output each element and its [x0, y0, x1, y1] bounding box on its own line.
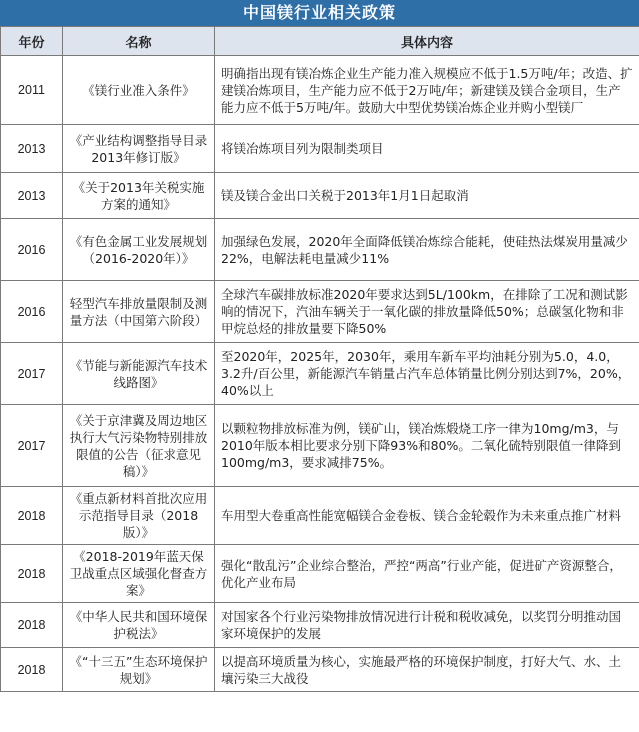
table-row: [1, 56, 639, 125]
row-year: 2018: [1, 603, 63, 648]
page-title: 中国镁行业相关政策: [0, 0, 639, 26]
row-content: 强化“散乱污”企业综合整治，严控“两高”行业产能，促进矿产资源整合，优化产业布局: [215, 545, 639, 603]
table-row: [1, 125, 639, 173]
row-year: 2016: [1, 281, 63, 343]
row-content: 对国家各个行业污染物排放情况进行计税和税收减免，以奖罚分明推动国家环境保护的发展: [215, 603, 639, 648]
table-row: [1, 648, 639, 692]
row-name: 《镁行业准入条件》: [63, 56, 215, 125]
row-content: 加强绿色发展，2020年全面降低镁冶炼综合能耗，使硅热法煤炭用量减少22%，电解法耗电量减少11%: [215, 219, 639, 281]
table-row: [1, 545, 639, 603]
header-content: 具体内容: [215, 27, 639, 56]
table-row: [1, 281, 639, 343]
row-content: 至2020年，2025年，2030年，乘用车新车平均油耗分别为5.0，4.0，3.2升/百公里，新能源汽车销量占汽车总体销量比例分别达到7%，20%，40%以上: [215, 343, 639, 405]
table-row: [1, 405, 639, 487]
row-name: 轻型汽车排放量限制及测量方法（中国第六阶段）: [63, 281, 215, 343]
row-year: 2011: [1, 56, 63, 125]
row-year: 2018: [1, 487, 63, 545]
row-content: 将镁冶炼项目列为限制类项目: [215, 125, 639, 173]
table-row: [1, 219, 639, 281]
row-name: 《中华人民共和国环境保护税法》: [63, 603, 215, 648]
row-year: 2013: [1, 125, 63, 173]
row-name: 《产业结构调整指导目录2013年修订版》: [63, 125, 215, 173]
row-content: 车用型大卷重高性能宽幅镁合金卷板、镁合金轮毂作为未来重点推广材料: [215, 487, 639, 545]
row-name: 《有色金属工业发展规划（2016-2020年）》: [63, 219, 215, 281]
header-year: 年份: [1, 27, 63, 56]
row-year: 2017: [1, 405, 63, 487]
row-year: 2018: [1, 545, 63, 603]
row-name: 《“十三五”生态环境保护规划》: [63, 648, 215, 692]
row-content: 以提高环境质量为核心，实施最严格的环境保护制度，打好大气、水、土壤污染三大战役: [215, 648, 639, 692]
row-year: 2017: [1, 343, 63, 405]
table-row: [1, 173, 639, 219]
row-year: 2013: [1, 173, 63, 219]
policy-table: [0, 26, 639, 692]
header-name: 名称: [63, 27, 215, 56]
row-name: 《关于2013年关税实施方案的通知》: [63, 173, 215, 219]
row-year: 2018: [1, 648, 63, 692]
table-row: [1, 343, 639, 405]
row-content: 全球汽车碳排放标准2020年要求达到5L/100km，在排除了工况和测试影响的情况下，汽油车辆关于一氧化碳的排放量降低50%；总碳氢化物和非甲烷总烃的排放量要下降50%: [215, 281, 639, 343]
row-content: 以颗粒物排放标准为例，镁矿山，镁冶炼煅烧工序一律为10mg/m3，与2010年版本相比要求分别下降93%和80%。二氧化硫特别限值一律降到100mg/m3，要求减排75%。: [215, 405, 639, 487]
table-row: [1, 603, 639, 648]
table-header-row: [1, 27, 639, 56]
row-content: 明确指出现有镁冶炼企业生产能力准入规模应不低于1.5万吨/年；改造、扩建镁冶炼项目，生产能力应不低于2万吨/年；新建镁及镁合金项目，生产能力应不低于5万吨/年。鼓励大中型优势镁冶炼企业并购小型镁厂: [215, 56, 639, 125]
row-name: 《节能与新能源汽车技术线路图》: [63, 343, 215, 405]
row-name: 《关于京津冀及周边地区执行大气污染物特别排放限值的公告（征求意见稿）》: [63, 405, 215, 487]
row-year: 2016: [1, 219, 63, 281]
row-content: 镁及镁合金出口关税于2013年1月1日起取消: [215, 173, 639, 219]
row-name: 《2018-2019年蓝天保卫战重点区域强化督查方案》: [63, 545, 215, 603]
table-row: [1, 487, 639, 545]
row-name: 《重点新材料首批次应用示范指导目录（2018版）》: [63, 487, 215, 545]
